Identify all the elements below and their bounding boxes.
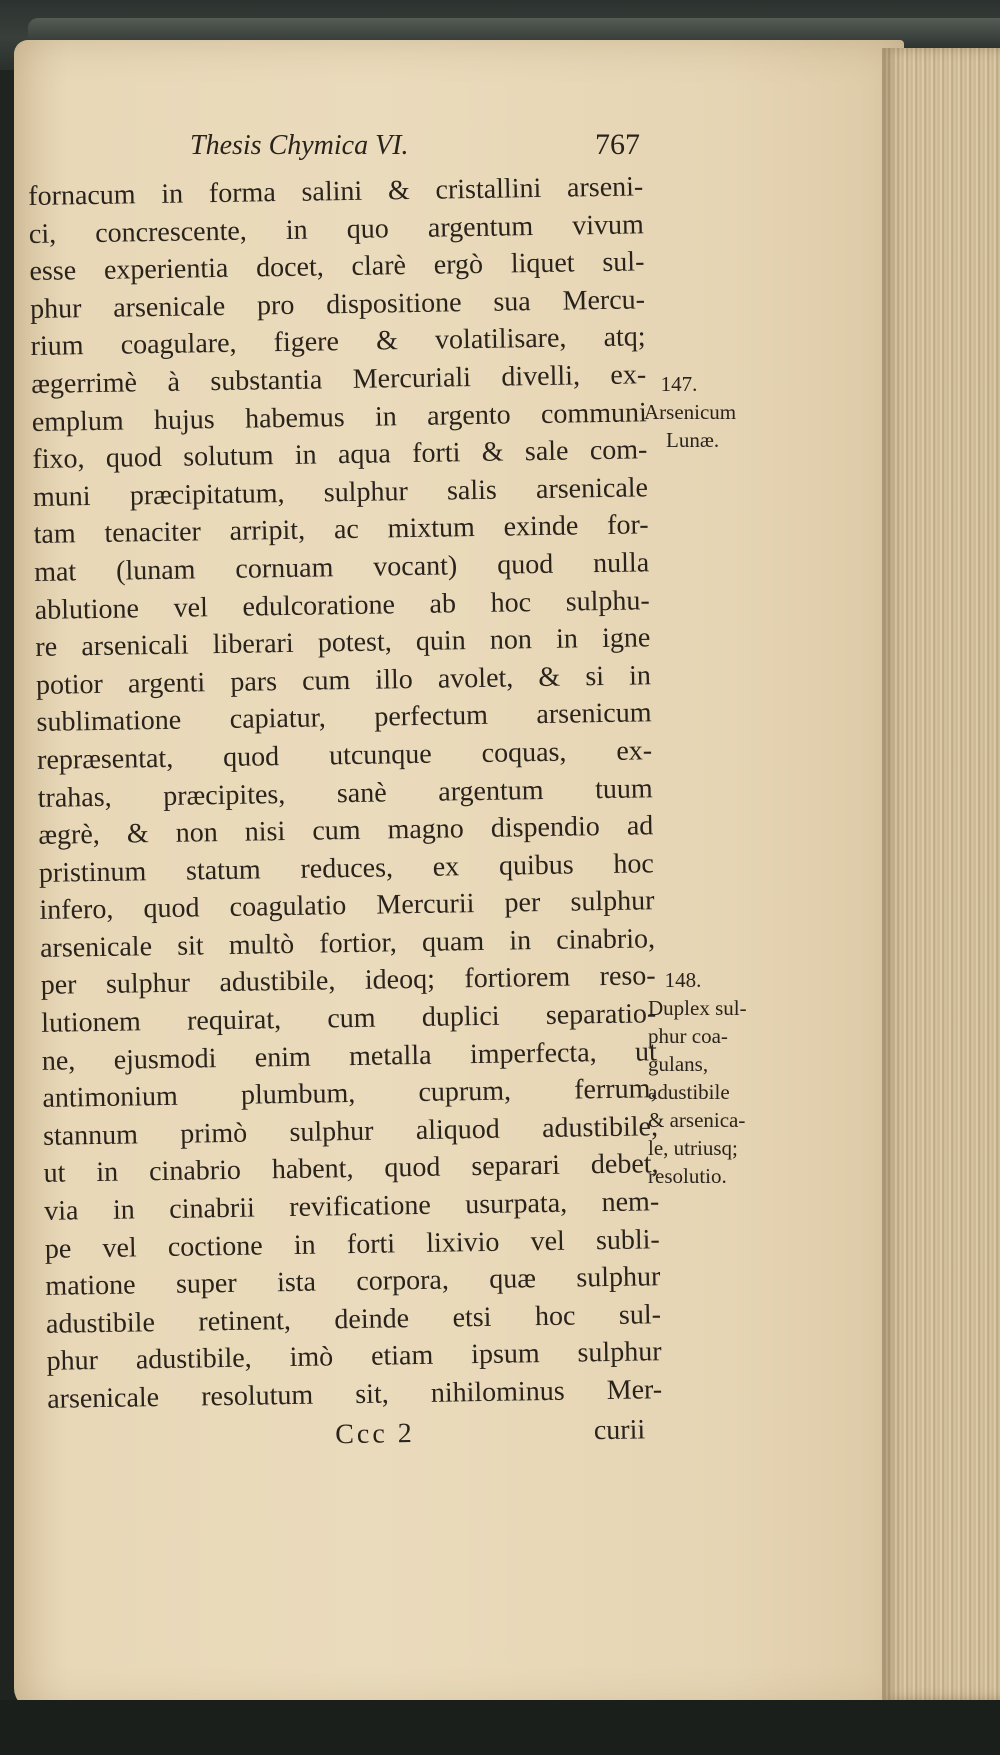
page-header [170,130,640,170]
text-line: antimonium plumbum, cuprum, ferrum, [42,1073,658,1115]
text-line: muni præcipitatum, sulphur salis arsenicale [32,472,649,513]
text-line: pristinum statum reduces, ex quibus hoc [38,847,655,889]
text-line: lutionem requirat, cum duplici separatio- [41,998,657,1039]
text-line: adustibile retinent, deinde etsi hoc sul- [45,1299,662,1340]
text-line: via in cinabrii revificatione usurpata, nem- [43,1186,660,1227]
text-line: ægerrimè à substantia Mercuriali divelli, ex- [30,359,647,400]
text-line: ut in cinabrio habent, quod separari debet, [43,1148,659,1190]
text-line: emplum hujus habemus in argento communi [31,396,648,438]
catchword: curii [593,1414,646,1447]
text-line: re arsenicali liberari potest, quin non in igne [35,622,651,664]
text-line: ægrè, & non nisi cum magno dispendio ad [38,810,654,852]
text-line: tam tenaciter arripit, ac mixtum exinde for- [33,509,649,551]
margin-note-line: le, utriusq; [648,1136,738,1160]
margin-note-line: & arsenica- [648,1108,746,1132]
text-line: potior argenti pars cum illo avolet, & si in [35,659,652,701]
text-line: trahas, præcipites, sanè argentum tuum [37,772,653,814]
text-line: fornacum in forma salini & cristallini arseni- [28,171,644,212]
text-line: repræsentat, quod utcunque coquas, ex- [36,735,653,776]
text-line: rium coagulare, figere & volatilisare, atq; [30,321,646,363]
text-line: mat (lunam cornuam vocant) quod nulla [33,547,650,588]
bottom-shadow [0,1700,1000,1755]
text-line: per sulphur adustibile, ideoq; fortiorem reso- [40,960,656,1002]
margin-note-line: phur coa- [648,1024,728,1048]
margin-note-148 [648,966,788,1190]
text-line: matione super ista corpora, quæ sulphur [45,1261,661,1303]
text-line: phur arsenicale pro dispositione sua Mercu- [29,284,646,325]
text-line: infero, quod coagulatio Mercurii per sulphur [39,885,655,927]
text-line: pe vel coctione in forti lixivio vel subli- [44,1223,660,1265]
margin-note-line: gulans, [648,1052,709,1076]
margin-note-line: resolutio. [648,1164,727,1188]
running-title: Thesis Chymica VI. [190,130,409,161]
text-line: fixo, quod solutum in aqua forti & sale com- [32,434,648,476]
margin-note-line: Arsenicum [644,400,737,424]
text-line: sublimatione capiatur, perfectum arsenicum [36,697,652,739]
page-number: 767 [595,128,640,161]
text-line: stannum primò sulphur aliquod adustibile, [42,1111,659,1152]
margin-note-147 [644,370,774,454]
body-text [28,168,662,1418]
margin-note-number: 147. [660,372,698,396]
text-line: ci, concrescente, in quo argentum vivum [28,208,645,250]
text-line: arsenicale sit multò fortior, quam in cinabrio, [39,923,656,964]
text-line: phur adustibile, imò etiam ipsum sulphur [46,1336,662,1378]
margin-note-line: adustibile [648,1080,730,1104]
margin-note-line: Lunæ. [666,428,720,452]
margin-note-line: Duplex sul- [648,996,747,1020]
text-line: esse experientia docet, clarè ergò liquet sul- [29,246,645,288]
signature-mark: Ccc 2 [334,1417,415,1451]
margin-note-number: 148. [664,968,702,992]
page-edges [882,48,1000,1700]
text-line: ne, ejusmodi enim metalla imperfecta, ut [41,1035,658,1077]
text-line: ablutione vel edulcoratione ab hoc sulphu- [34,584,650,626]
text-line: arsenicale resolutum sit, nihilominus Mer- [46,1374,663,1415]
